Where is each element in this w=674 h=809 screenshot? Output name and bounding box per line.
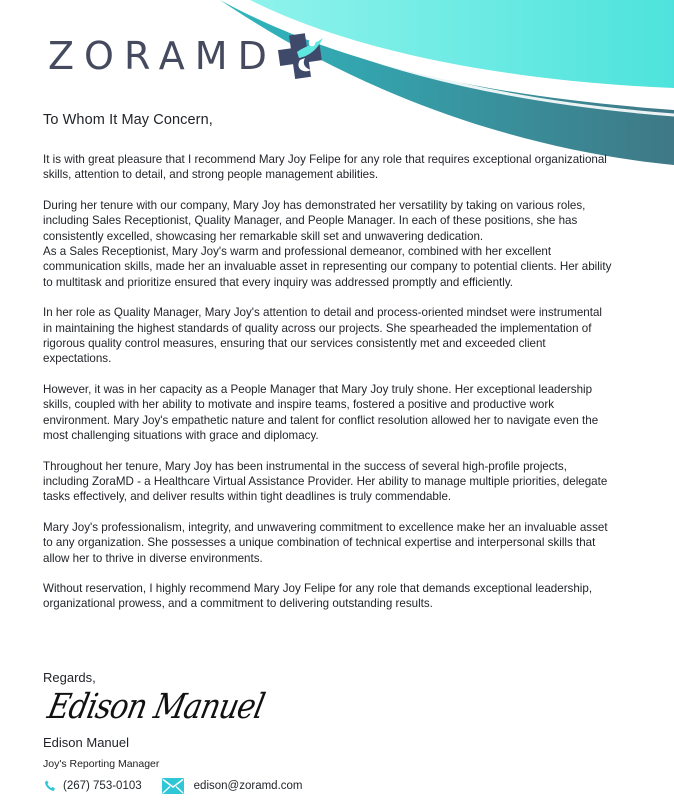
company-logo	[48, 30, 327, 82]
letter-body	[43, 112, 613, 627]
handwritten-signature: Edison Manuel	[44, 687, 268, 728]
paragraph-quality-manager: In her role as Quality Manager, Mary Joy's attention to detail and process-oriented mindset were instrumental in maintaining the highest standards of quality across our projects. She spearheaded the implementation of rigorous quality control measures, ensuring that our services consistently met and exceeded client expectations.	[43, 306, 602, 366]
contact-info	[43, 778, 303, 794]
paragraph-professionalism: Mary Joy's professionalism, integrity, and unwavering commitment to excellence make her an invaluable asset to any organization. She possesses a unique combination of technical expertise and interpersonal skills that allow her to thrive in diverse environments.	[43, 520, 608, 565]
email-contact[interactable]	[142, 778, 303, 794]
paragraph-people-manager: However, it was in her capacity as a People Manager that Mary Joy truly shone. Her exceptional leadership skills, coupled with her ability to motivate and inspire teams, fostered a positive and productive work environment. Mary Joy's empathetic nature and talent for conflict resolution allowed her to navigate even the most challenging situations with grace and diplomacy.	[43, 382, 599, 443]
paragraph-projects: Throughout her tenure, Mary Joy has been instrumental in the success of several high-profile projects, including ZoraMD - a Healthcare Virtual Assistance Provider. Her ability to manage multiple priorities, delegate tasks effectively, and deliver results within tight deadlines is truly commendable.	[43, 459, 608, 504]
paragraph-intro: It is with great pleasure that I recommend Mary Joy Felipe for any role that requires exceptional organizational skills, attention to detail, and strong people management abilities.	[43, 153, 607, 182]
envelope-icon	[162, 778, 184, 794]
signer-title: Joy's Reporting Manager	[43, 758, 160, 770]
paragraph-tenure: During her tenure with our company, Mary Joy has demonstrated her versatility by taking on various roles, including Sales Receptionist, Quality Manager, and People Manager. In each of these positions, she has consistently excelled, showcasing her remarkable skill set and unwavering dedication.	[43, 198, 586, 243]
paragraph-sales-receptionist: As a Sales Receptionist, Mary Joy's warm and professional demeanor, combined with her excellent communication skills, made her an invaluable asset in representing our company to potential clients. Her ability to multitask and prioritize ensured that every inquiry was addressed promptly and efficiently.	[43, 245, 612, 289]
regards-text: Regards,	[43, 670, 96, 685]
letter-closing	[43, 670, 443, 770]
phone-icon	[43, 779, 57, 793]
logo-wordmark: ZORAMD	[48, 34, 277, 78]
salutation: To Whom It May Concern,	[43, 112, 213, 128]
medical-cross-icon	[275, 30, 327, 82]
phone-contact[interactable]	[43, 779, 142, 793]
phone-number: (267) 753-0103	[63, 780, 142, 792]
email-address: edison@zoramd.com	[193, 780, 303, 792]
paragraph-recommendation: Without reservation, I highly recommend Mary Joy Felipe for any role that demands exceptional leadership, organizational prowess, and a commitment to delivering outstanding results.	[43, 581, 593, 611]
signer-name: Edison Manuel	[43, 735, 129, 750]
